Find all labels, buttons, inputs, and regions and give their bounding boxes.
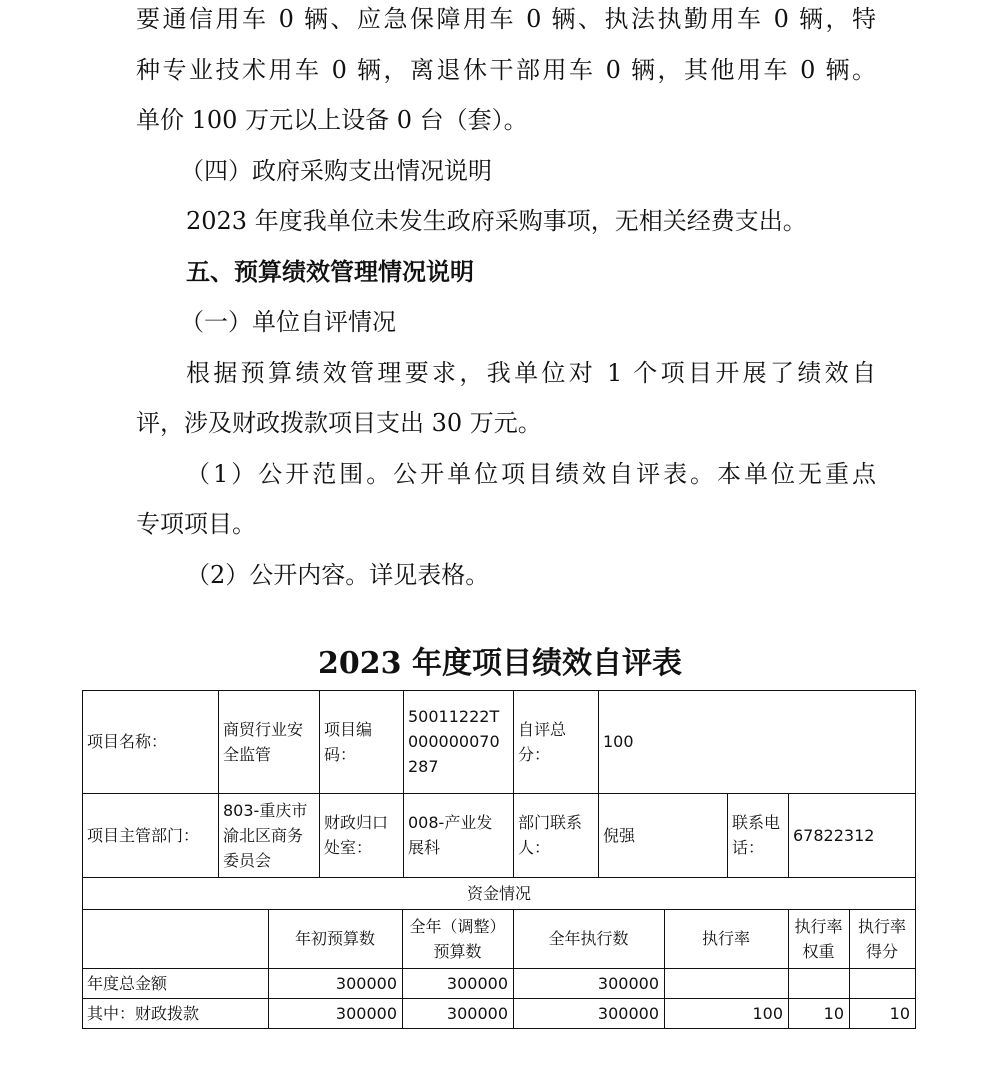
paragraph-vehicles-line-3: 单价 100 万元以上设备 0 台（套）。 [136,106,528,134]
row-fiscal-weight: 10 [823,1003,844,1023]
paragraph-vehicles-line-2: 种专业技术用车 0 辆，离退休干部用车 0 辆，其他用车 0 辆。 [136,55,876,84]
row-total-adjusted: 300000 [446,973,508,993]
row-total-weight [788,968,849,998]
project-code-value: 50011222T000000070287 [408,707,500,776]
dept-value: 803-重庆市渝北区商务委员会 [223,800,308,870]
phone-value: 67822312 [793,825,875,845]
project-name-label: 项目名称： [87,732,168,751]
heading-self-evaluation: （一）单位自评情况 [180,308,396,336]
finance-office-label: 财政归口处室： [324,813,389,857]
paragraph-content: （2）公开内容。详见表格。 [186,560,490,589]
row-total-label: 年度总金额 [87,973,168,993]
paragraph-self-eval-line-1: 根据预算绩效管理要求，我单位对 1 个项目开展了绩效自 [186,358,876,387]
paragraph-procurement: 2023 年度我单位未发生政府采购事项，无相关经费支出。 [186,207,807,235]
project-code-label: 项目编码： [324,719,373,764]
row-fiscal-adjusted: 300000 [446,1003,508,1023]
table-grid [82,690,916,1090]
paragraph-self-eval-line-2: 评，涉及财政拨款项目支出 30 万元。 [136,409,542,437]
col-exec-score: 执行率得分 [857,916,906,961]
table-border-bottom [82,1028,916,1029]
phone-label: 联系电话： [732,813,781,857]
row-fiscal-rate: 100 [752,1003,783,1023]
project-name-value: 商贸行业安全监管 [223,719,304,764]
col-exec-rate: 执行率 [701,929,750,948]
col-executed: 全年执行数 [548,929,629,948]
table-border-right [915,690,916,1028]
row-total-score [849,968,915,998]
self-score-label: 自评总分： [518,719,567,764]
finance-office-value: 008-产业发展科 [408,813,493,857]
self-score-value: 100 [603,732,634,751]
body-text [136,0,876,600]
contact-label: 部门联系人： [518,813,583,857]
row-fiscal-label: 其中：财政拨款 [87,1003,200,1023]
paragraph-scope-line-1: （1）公开范围。公开单位项目绩效自评表。本单位无重点 [186,459,876,488]
funds-header: 资金情况 [466,883,531,903]
heading-procurement: （四）政府采购支出情况说明 [180,156,492,185]
row-total-initial: 300000 [335,973,397,993]
paragraph-vehicles-line-1: 要通信用车 0 辆、应急保障用车 0 辆、执法执勤用车 0 辆，特 [136,5,876,33]
row-fiscal-initial: 300000 [335,1003,397,1023]
heading-performance: 五、预算绩效管理情况说明 [186,257,474,286]
row-total-rate [664,968,788,998]
col-exec-weight: 执行率权重 [794,916,843,961]
col-adjusted-budget: 全年（调整）预算数 [409,916,506,961]
paragraph-scope-line-2: 专项项目。 [136,510,256,538]
contact-value: 倪强 [603,825,636,845]
row-total-executed: 300000 [597,973,659,993]
dept-label: 项目主管部门： [87,825,200,845]
row-fiscal-score: 10 [889,1003,910,1023]
row-fiscal-executed: 300000 [597,1003,659,1023]
table-title: 2023 年度项目绩效自评表 [318,646,682,681]
col-initial-budget: 年初预算数 [294,929,375,948]
